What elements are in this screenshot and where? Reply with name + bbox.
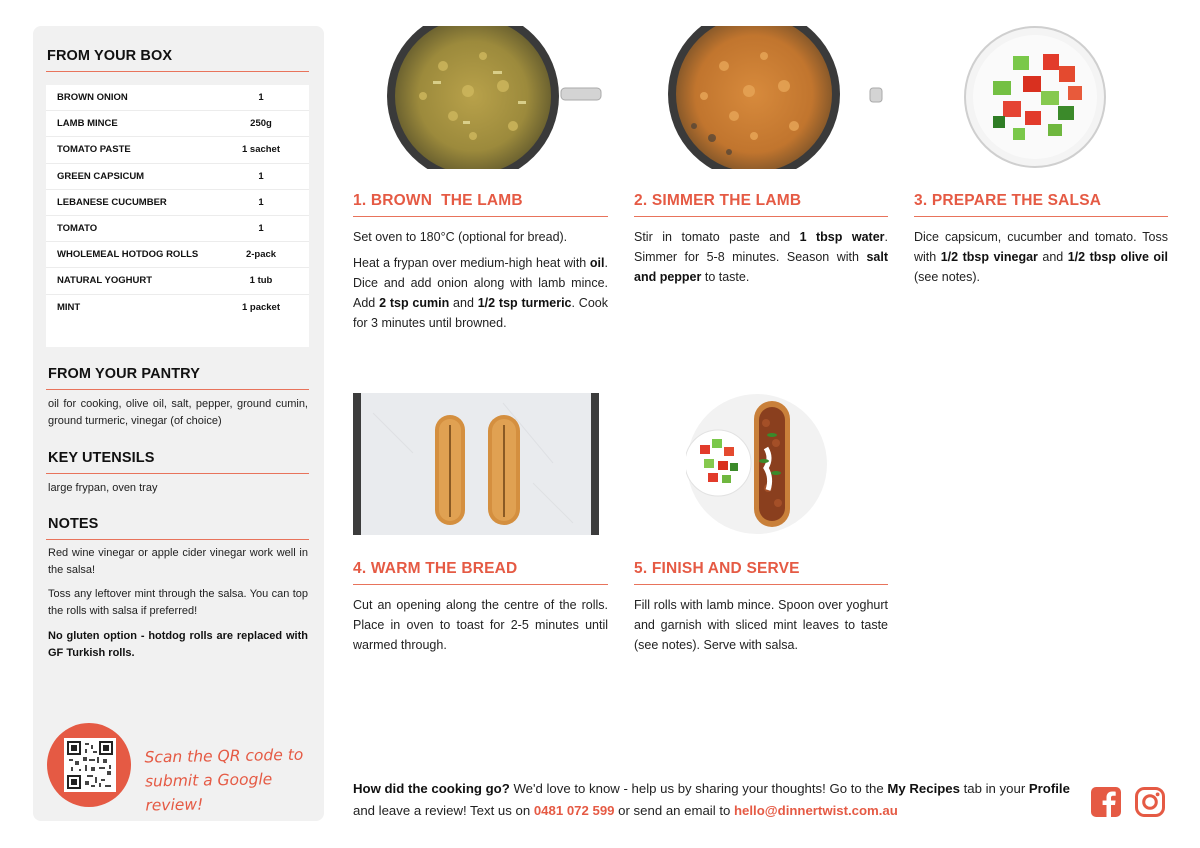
ingredient-name: LAMB MINCE	[57, 118, 118, 130]
note-vinegar: Red wine vinegar or apple cider vinegar work well in the salsa!	[48, 547, 308, 576]
divider	[634, 216, 888, 217]
ingredient-row	[46, 137, 309, 163]
feedback-footer: How did the cooking go? We'd love to know - help us by sharing your thoughts! Go to the My Recipes tab in your Profile and leave a review! Text us on 0481 072 599 or send an email to hello@dinnertwist.com.au	[353, 781, 1070, 818]
step-5-body	[634, 595, 888, 661]
pantry-text: oil for cooking, olive oil, salt, pepper, ground cumin, ground turmeric, vinegar (of choice)	[48, 398, 308, 427]
ingredient-name: TOMATO PASTE	[57, 144, 131, 156]
ingredient-table	[46, 85, 309, 347]
divider	[46, 71, 309, 72]
step-3-title: 3. PREPARE THE SALSA	[914, 192, 1102, 209]
step5-photo	[686, 393, 828, 535]
profile-link[interactable]: Profile	[1028, 781, 1070, 796]
pantry-heading: FROM YOUR PANTRY	[48, 366, 200, 382]
divider	[46, 539, 309, 540]
footer-question: How did the cooking go?	[353, 781, 510, 796]
step-1-body	[353, 227, 608, 339]
step-3-para: Dice capsicum, cucumber and tomato. Toss with 1/2 tbsp vinegar and 1/2 tbsp olive oil (see notes).	[914, 230, 1168, 284]
ingredient-row	[46, 268, 309, 294]
utensils-heading: KEY UTENSILS	[48, 450, 155, 466]
ingredient-name: GREEN CAPSICUM	[57, 170, 145, 182]
ingredient-name: TOMATO	[57, 223, 98, 235]
step-1-title: 1. BROWN THE LAMB	[353, 192, 523, 209]
facebook-icon[interactable]	[1090, 786, 1122, 818]
qr-cta-line: Scan the QR code to	[144, 745, 304, 767]
divider	[46, 473, 309, 474]
phone-link[interactable]: 0481 072 599	[533, 803, 615, 818]
ingredient-qty: 2-pack	[245, 249, 277, 261]
step-1-para: Set oven to 180°C (optional for bread).	[353, 230, 568, 244]
step-4-para: Cut an opening along the centre of the rolls. Place in oven to toast for 2-5 minutes until warmed through.	[353, 598, 608, 652]
qr-call-to-action	[144, 743, 315, 818]
divider	[353, 216, 608, 217]
ingredient-name: WHOLEMEAL HOTDOG ROLLS	[57, 249, 199, 261]
step3-photo	[963, 26, 1108, 169]
ingredient-qty: 1 tub	[249, 275, 273, 287]
utensils-text: large frypan, oven tray	[48, 482, 158, 494]
step-2-para: Stir in tomato paste and 1 tbsp water. Simmer for 5-8 minutes. Season with salt and pepper to taste.	[634, 230, 889, 284]
ingredient-row	[46, 85, 309, 111]
ingredient-name: LEBANESE CUCUMBER	[57, 196, 167, 208]
ingredient-row	[46, 164, 309, 190]
ingredient-row	[46, 216, 309, 242]
instagram-icon[interactable]	[1134, 786, 1166, 818]
step4-photo	[353, 393, 599, 535]
note-gluten: No gluten option - hotdog rolls are replaced with GF Turkish rolls.	[48, 630, 308, 659]
notes-heading: NOTES	[48, 516, 99, 532]
ingredient-row	[46, 295, 309, 321]
ingredient-qty: 250g	[250, 118, 272, 130]
ingredient-qty: 1	[258, 196, 264, 208]
step-4-body	[353, 595, 608, 661]
ingredient-qty: 1	[258, 223, 264, 235]
step1-photo	[353, 26, 608, 169]
ingredient-qty: 1	[258, 170, 264, 182]
step-5-para: Fill rolls with lamb mince. Spoon over yoghurt and garnish with sliced mint leaves to taste (see notes). Serve with salsa.	[634, 598, 888, 652]
ingredient-name: BROWN ONION	[57, 92, 128, 104]
divider	[46, 389, 309, 390]
ingredient-row	[46, 190, 309, 216]
ingredient-qty: 1 packet	[241, 302, 281, 314]
from-your-box-heading: FROM YOUR BOX	[47, 48, 173, 64]
step-1-para: Heat a frypan over medium-high heat with oil. Dice and add onion along with lamb mince. Add 2 tsp cumin and 1/2 tsp turmeric. Cook for 3 minutes until browned.	[353, 256, 608, 330]
step-2-title: 2. SIMMER THE LAMB	[634, 192, 802, 209]
ingredient-qty: 1 sachet	[241, 144, 281, 156]
my-recipes-link[interactable]: My Recipes	[887, 781, 960, 796]
divider	[353, 584, 608, 585]
qr-code-icon[interactable]	[64, 738, 116, 792]
email-link[interactable]: hello@dinnertwist.com.au	[734, 803, 898, 818]
note-mint: Toss any leftover mint through the salsa. You can top the rolls with salsa if preferred!	[48, 588, 308, 617]
ingredient-name: NATURAL YOGHURT	[57, 275, 152, 287]
qr-cta-line: submit a Google review!	[144, 770, 273, 815]
ingredient-name: MINT	[57, 302, 81, 314]
divider	[914, 216, 1168, 217]
ingredient-qty: 1	[258, 92, 264, 104]
step-3-body	[914, 227, 1168, 293]
ingredient-row	[46, 111, 309, 137]
step-5-title: 5. FINISH AND SERVE	[634, 560, 800, 577]
ingredient-row	[46, 242, 309, 268]
divider	[634, 584, 888, 585]
qr-badge[interactable]	[47, 723, 131, 807]
step-4-title: 4. WARM THE BREAD	[353, 560, 518, 577]
step-2-body	[634, 227, 888, 293]
step2-photo	[634, 26, 888, 169]
